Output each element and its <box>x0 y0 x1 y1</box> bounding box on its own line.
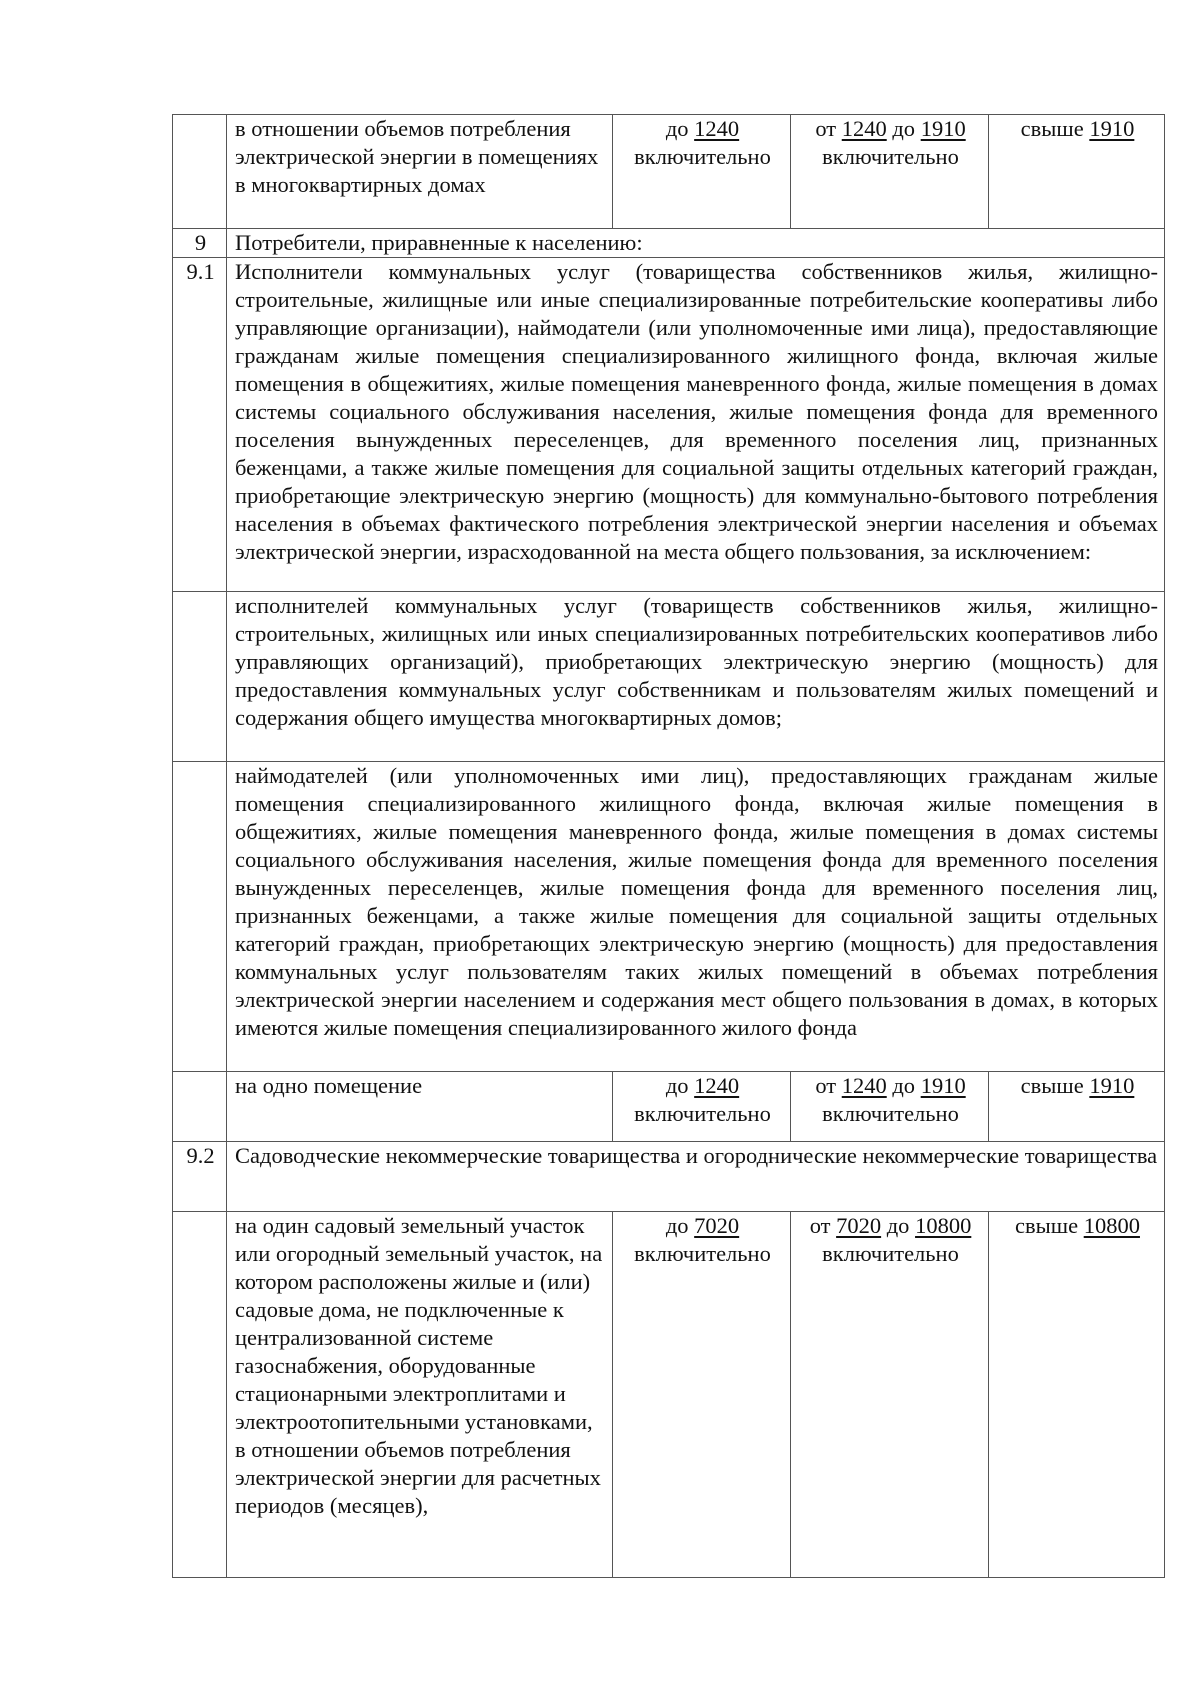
exclusion-text: исполнителей коммунальных услуг (товариществ собственников жилья, жилищно-строительных, жилищных или иных специализированных потребительских кооперативов либо управляющих организаций), приобретающих электрическую энергию (мощность) для предоставления коммунальных услуг собственникам и пользователям жилых помещений и содержания общего имущества многоквартирных домов; <box>227 592 1165 762</box>
row-description: на одно помещение <box>227 1072 613 1142</box>
section-row <box>173 229 1165 258</box>
range-low: до 1240 включительно <box>613 1072 791 1142</box>
range-high: свыше 1910 <box>989 115 1165 229</box>
tariff-table <box>172 114 1165 1578</box>
row-number <box>173 115 227 229</box>
range-low: до 7020 включительно <box>613 1212 791 1578</box>
range-low: до 1240 включительно <box>613 115 791 229</box>
section-row <box>173 762 1165 1072</box>
section-row <box>173 258 1165 592</box>
range-mid: от 1240 до 1910 включительно <box>791 1072 989 1142</box>
section-text: Исполнители коммунальных услуг (товарищества собственников жилья, жилищно-строительные, жилищные или иные специализированные потребительские кооперативы либо управляющие организации), наймодатели (или уполномоченные ими лица), предоставляющие гражданам жилые помещения специализированного жилищного фонда, включая жилые помещения в общежитиях, жилые помещения маневренного фонда, жилые помещения в домах системы социального обслуживания населения, жилые помещения фонда для временного поселения вынужденных переселенцев, для временного поселения лиц, признанных беженцами, а также жилые помещения для социальной защиты отдельных категорий граждан, приобретающие электрическую энергию (мощность) для коммунально-бытового потребления населения в объемах фактического потребления электрической энергии населения и объемах электрической энергии, израсходованной на места общего пользования, за исключением: <box>227 258 1165 592</box>
row-number: 9.1 <box>173 258 227 592</box>
section-row <box>173 592 1165 762</box>
table-row <box>173 115 1165 229</box>
row-number <box>173 762 227 1072</box>
row-number: 9.2 <box>173 1142 227 1212</box>
range-mid: от 7020 до 10800 включительно <box>791 1212 989 1578</box>
range-high: свыше 10800 <box>989 1212 1165 1578</box>
section-title: Садоводческие некоммерческие товарищества и огороднические некоммерческие товарищества <box>227 1142 1165 1212</box>
exclusion-text: наймодателей (или уполномоченных ими лиц), предоставляющих гражданам жилые помещения специализированного жилищного фонда, включая жилые помещения в общежитиях, жилые помещения маневренного фонда, жилые помещения в домах системы социального обслуживания населения, жилые помещения фонда для временного поселения вынужденных переселенцев, жилые помещения фонда для временного поселения лиц, признанных беженцами, а также жилые помещения для социальной защиты отдельных категорий граждан, приобретающих электрическую энергию (мощность) для предоставления коммунальных услуг пользователям таких жилых помещений в объемах потребления электрической энергии населением и содержания мест общего пользования в домах, в которых имеются жилые помещения специализированного жилого фонда <box>227 762 1165 1072</box>
row-description: в отношении объемов потребления электрической энергии в помещениях в многоквартирных домах <box>227 115 613 229</box>
section-title: Потребители, приравненные к населению: <box>227 229 1165 258</box>
row-number <box>173 592 227 762</box>
section-row <box>173 1142 1165 1212</box>
range-high: свыше 1910 <box>989 1072 1165 1142</box>
range-mid: от 1240 до 1910 включительно <box>791 115 989 229</box>
row-description: на один садовый земельный участок или огородный земельный участок, на котором расположены жилые и (или) садовые дома, не подключенные к централизованной системе газоснабжения, оборудованные стационарными электроплитами и электроотопительными установками, в отношении объемов потребления электрической энергии для расчетных периодов (месяцев), <box>227 1212 613 1578</box>
row-number <box>173 1212 227 1578</box>
table-row <box>173 1212 1165 1578</box>
row-number: 9 <box>173 229 227 258</box>
row-number <box>173 1072 227 1142</box>
table-row <box>173 1072 1165 1142</box>
